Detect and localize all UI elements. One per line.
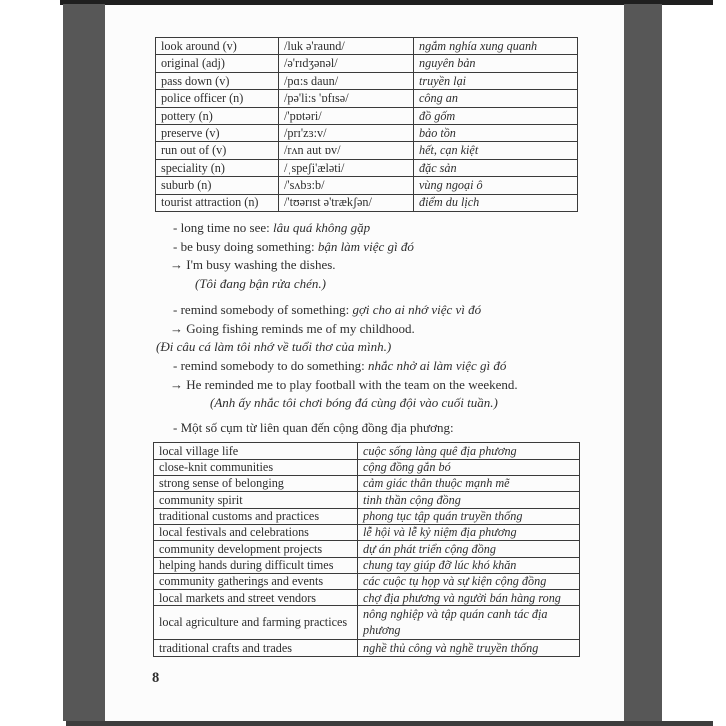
vocab-meaning-cell: bảo tồn	[414, 124, 578, 141]
note-line	[155, 320, 578, 339]
vocab-meaning-cell: công an	[414, 90, 578, 107]
vocab-ipa-cell: /'pɒtəri/	[279, 107, 414, 124]
arrow-marker: →	[170, 257, 187, 273]
phrase-en-cell: local agriculture and farming practices	[154, 606, 358, 640]
vocab-meaning-cell: ngắm nghía xung quanh	[414, 38, 578, 55]
note-english: Một số cụm từ liên quan đến cộng đồng địa phương:	[180, 419, 454, 435]
table-row	[154, 541, 580, 557]
vocab-ipa-cell: /pɑ:s daun/	[279, 72, 414, 89]
table-row	[154, 459, 580, 475]
note-line	[155, 238, 578, 257]
note-marker: -	[173, 358, 181, 374]
phrase-en-cell: community spirit	[154, 492, 358, 508]
phrase-vi-cell: tinh thần cộng đồng	[358, 492, 580, 508]
note-translation-line	[155, 394, 578, 413]
note-vietnamese: bận làm việc gì đó	[317, 238, 414, 254]
phrase-en-cell: traditional crafts and trades	[154, 640, 358, 656]
phrase-en-cell: strong sense of belonging	[154, 476, 358, 492]
vocab-meaning-cell: nguyên bản	[414, 55, 578, 72]
phrase-vi-cell: nông nghiệp và tập quán canh tác địa phương	[358, 606, 580, 640]
note-line	[155, 357, 578, 376]
table-row	[156, 124, 578, 141]
vocab-term-cell: pottery (n)	[156, 107, 279, 124]
vocab-meaning-cell: hết, cạn kiệt	[414, 142, 578, 159]
phrase-vi-cell: các cuộc tụ họp và sự kiện cộng đồng	[358, 573, 580, 589]
vocab-ipa-cell: /prɪ'zɜ:v/	[279, 124, 414, 141]
phrase-vi-cell: cuộc sống làng quê địa phương	[358, 443, 580, 459]
phrase-vi-cell: chung tay giúp đỡ lúc khó khăn	[358, 557, 580, 573]
table-row	[154, 476, 580, 492]
phrase-vi-cell: lễ hội và lễ kỷ niệm địa phương	[358, 524, 580, 540]
note-english: be busy doing something:	[180, 238, 318, 254]
note-vietnamese: (Tôi đang bận rửa chén.)	[195, 275, 326, 291]
note-line	[155, 376, 578, 395]
phrase-vi-cell: chợ địa phương và người bán hàng rong	[358, 590, 580, 606]
vocab-ipa-cell: /'sʌbɜ:b/	[279, 177, 414, 194]
table-row	[156, 38, 578, 55]
note-marker: -	[173, 302, 181, 318]
vocab-meaning-cell: vùng ngoại ô	[414, 177, 578, 194]
vocab-term-cell: run out of (v)	[156, 142, 279, 159]
vocab-meaning-cell: đặc sản	[414, 159, 578, 176]
note-vietnamese: lâu quá không gặp	[273, 219, 371, 235]
photo-bottom-edge	[66, 721, 713, 726]
vocab-term-cell: preserve (v)	[156, 124, 279, 141]
table-row	[154, 606, 580, 640]
table-row	[154, 590, 580, 606]
phrase-en-cell: local festivals and celebrations	[154, 524, 358, 540]
phrase-en-cell: local village life	[154, 443, 358, 459]
note-translation-line	[155, 338, 578, 357]
table-row	[154, 557, 580, 573]
phrase-en-cell: community development projects	[154, 541, 358, 557]
vocab-ipa-cell: /ə'rɪdʒənəl/	[279, 55, 414, 72]
vocab-meaning-cell: điểm du lịch	[414, 194, 578, 211]
vocab-term-cell: police officer (n)	[156, 90, 279, 107]
note-english: He reminded me to play football with the team on the weekend.	[186, 376, 518, 392]
phrase-en-cell: local markets and street vendors	[154, 590, 358, 606]
phrase-en-cell: traditional customs and practices	[154, 508, 358, 524]
phrase-vi-cell: dự án phát triển cộng đồng	[358, 541, 580, 557]
table-row	[154, 524, 580, 540]
table-row	[156, 72, 578, 89]
community-phrases-table	[153, 442, 580, 656]
note-vietnamese: (Đi câu cá làm tôi nhớ về tuổi thơ của mình.)	[156, 339, 392, 355]
vocab-ipa-cell: /luk ə'raund/	[279, 38, 414, 55]
note-marker: -	[173, 219, 181, 235]
note-english: remind somebody to do something:	[180, 358, 368, 374]
photo-right-background	[624, 4, 662, 721]
note-vietnamese: nhắc nhở ai làm việc gì đó	[368, 358, 507, 374]
vocab-ipa-cell: /rʌn aut ɒv/	[279, 142, 414, 159]
vocab-ipa-cell: /'tʊərɪst ə'trækʃən/	[279, 194, 414, 211]
vocab-term-cell: original (adj)	[156, 55, 279, 72]
table-row	[154, 443, 580, 459]
note-line	[155, 256, 578, 275]
arrow-marker: →	[170, 376, 187, 392]
table-row	[156, 194, 578, 211]
table-row	[156, 107, 578, 124]
table-row	[156, 177, 578, 194]
vocab-ipa-cell: /pə'li:s 'ɒfɪsə/	[279, 90, 414, 107]
page-number: 8	[152, 669, 160, 686]
table-row	[156, 142, 578, 159]
note-vietnamese: gợi cho ai nhớ việc vì đó	[352, 302, 482, 318]
arrow-marker: →	[170, 320, 187, 336]
usage-notes	[155, 219, 578, 438]
document-page	[105, 5, 624, 721]
table-row	[154, 640, 580, 656]
note-english: I'm busy washing the dishes.	[186, 257, 336, 273]
table-row	[156, 90, 578, 107]
note-marker: -	[173, 238, 181, 254]
phrase-en-cell: close-knit communities	[154, 459, 358, 475]
note-english: long time no see:	[180, 219, 274, 235]
note-english: remind somebody of something:	[180, 302, 353, 318]
vocab-term-cell: speciality (n)	[156, 159, 279, 176]
table-row	[154, 573, 580, 589]
phrase-vi-cell: phong tục tập quán truyền thống	[358, 508, 580, 524]
phrase-en-cell: helping hands during difficult times	[154, 557, 358, 573]
phrases-section-heading	[155, 419, 578, 438]
vocab-term-cell: pass down (v)	[156, 72, 279, 89]
phrase-vi-cell: cộng đồng gắn bó	[358, 459, 580, 475]
note-line	[155, 301, 578, 320]
phrase-vi-cell: cảm giác thân thuộc mạnh mẽ	[358, 476, 580, 492]
note-english: Going fishing reminds me of my childhood.	[186, 320, 415, 336]
photo-left-background	[63, 4, 105, 721]
vocab-meaning-cell: đồ gốm	[414, 107, 578, 124]
page-content	[105, 5, 624, 687]
table-row	[154, 492, 580, 508]
vocabulary-table	[155, 37, 578, 212]
note-translation-line	[155, 275, 578, 294]
note-vietnamese: (Anh ấy nhắc tôi chơi bóng đá cùng đội vào cuối tuần.)	[210, 395, 498, 411]
vocab-meaning-cell: truyền lại	[414, 72, 578, 89]
vocab-ipa-cell: /ˌspeʃi'æləti/	[279, 159, 414, 176]
vocab-term-cell: suburb (n)	[156, 177, 279, 194]
phrase-en-cell: community gatherings and events	[154, 573, 358, 589]
vocab-term-cell: tourist attraction (n)	[156, 194, 279, 211]
phrase-vi-cell: nghề thủ công và nghề truyền thống	[358, 640, 580, 656]
vocab-term-cell: look around (v)	[156, 38, 279, 55]
note-marker: -	[173, 419, 181, 435]
note-line	[155, 219, 578, 238]
table-row	[156, 55, 578, 72]
table-row	[154, 508, 580, 524]
table-row	[156, 159, 578, 176]
